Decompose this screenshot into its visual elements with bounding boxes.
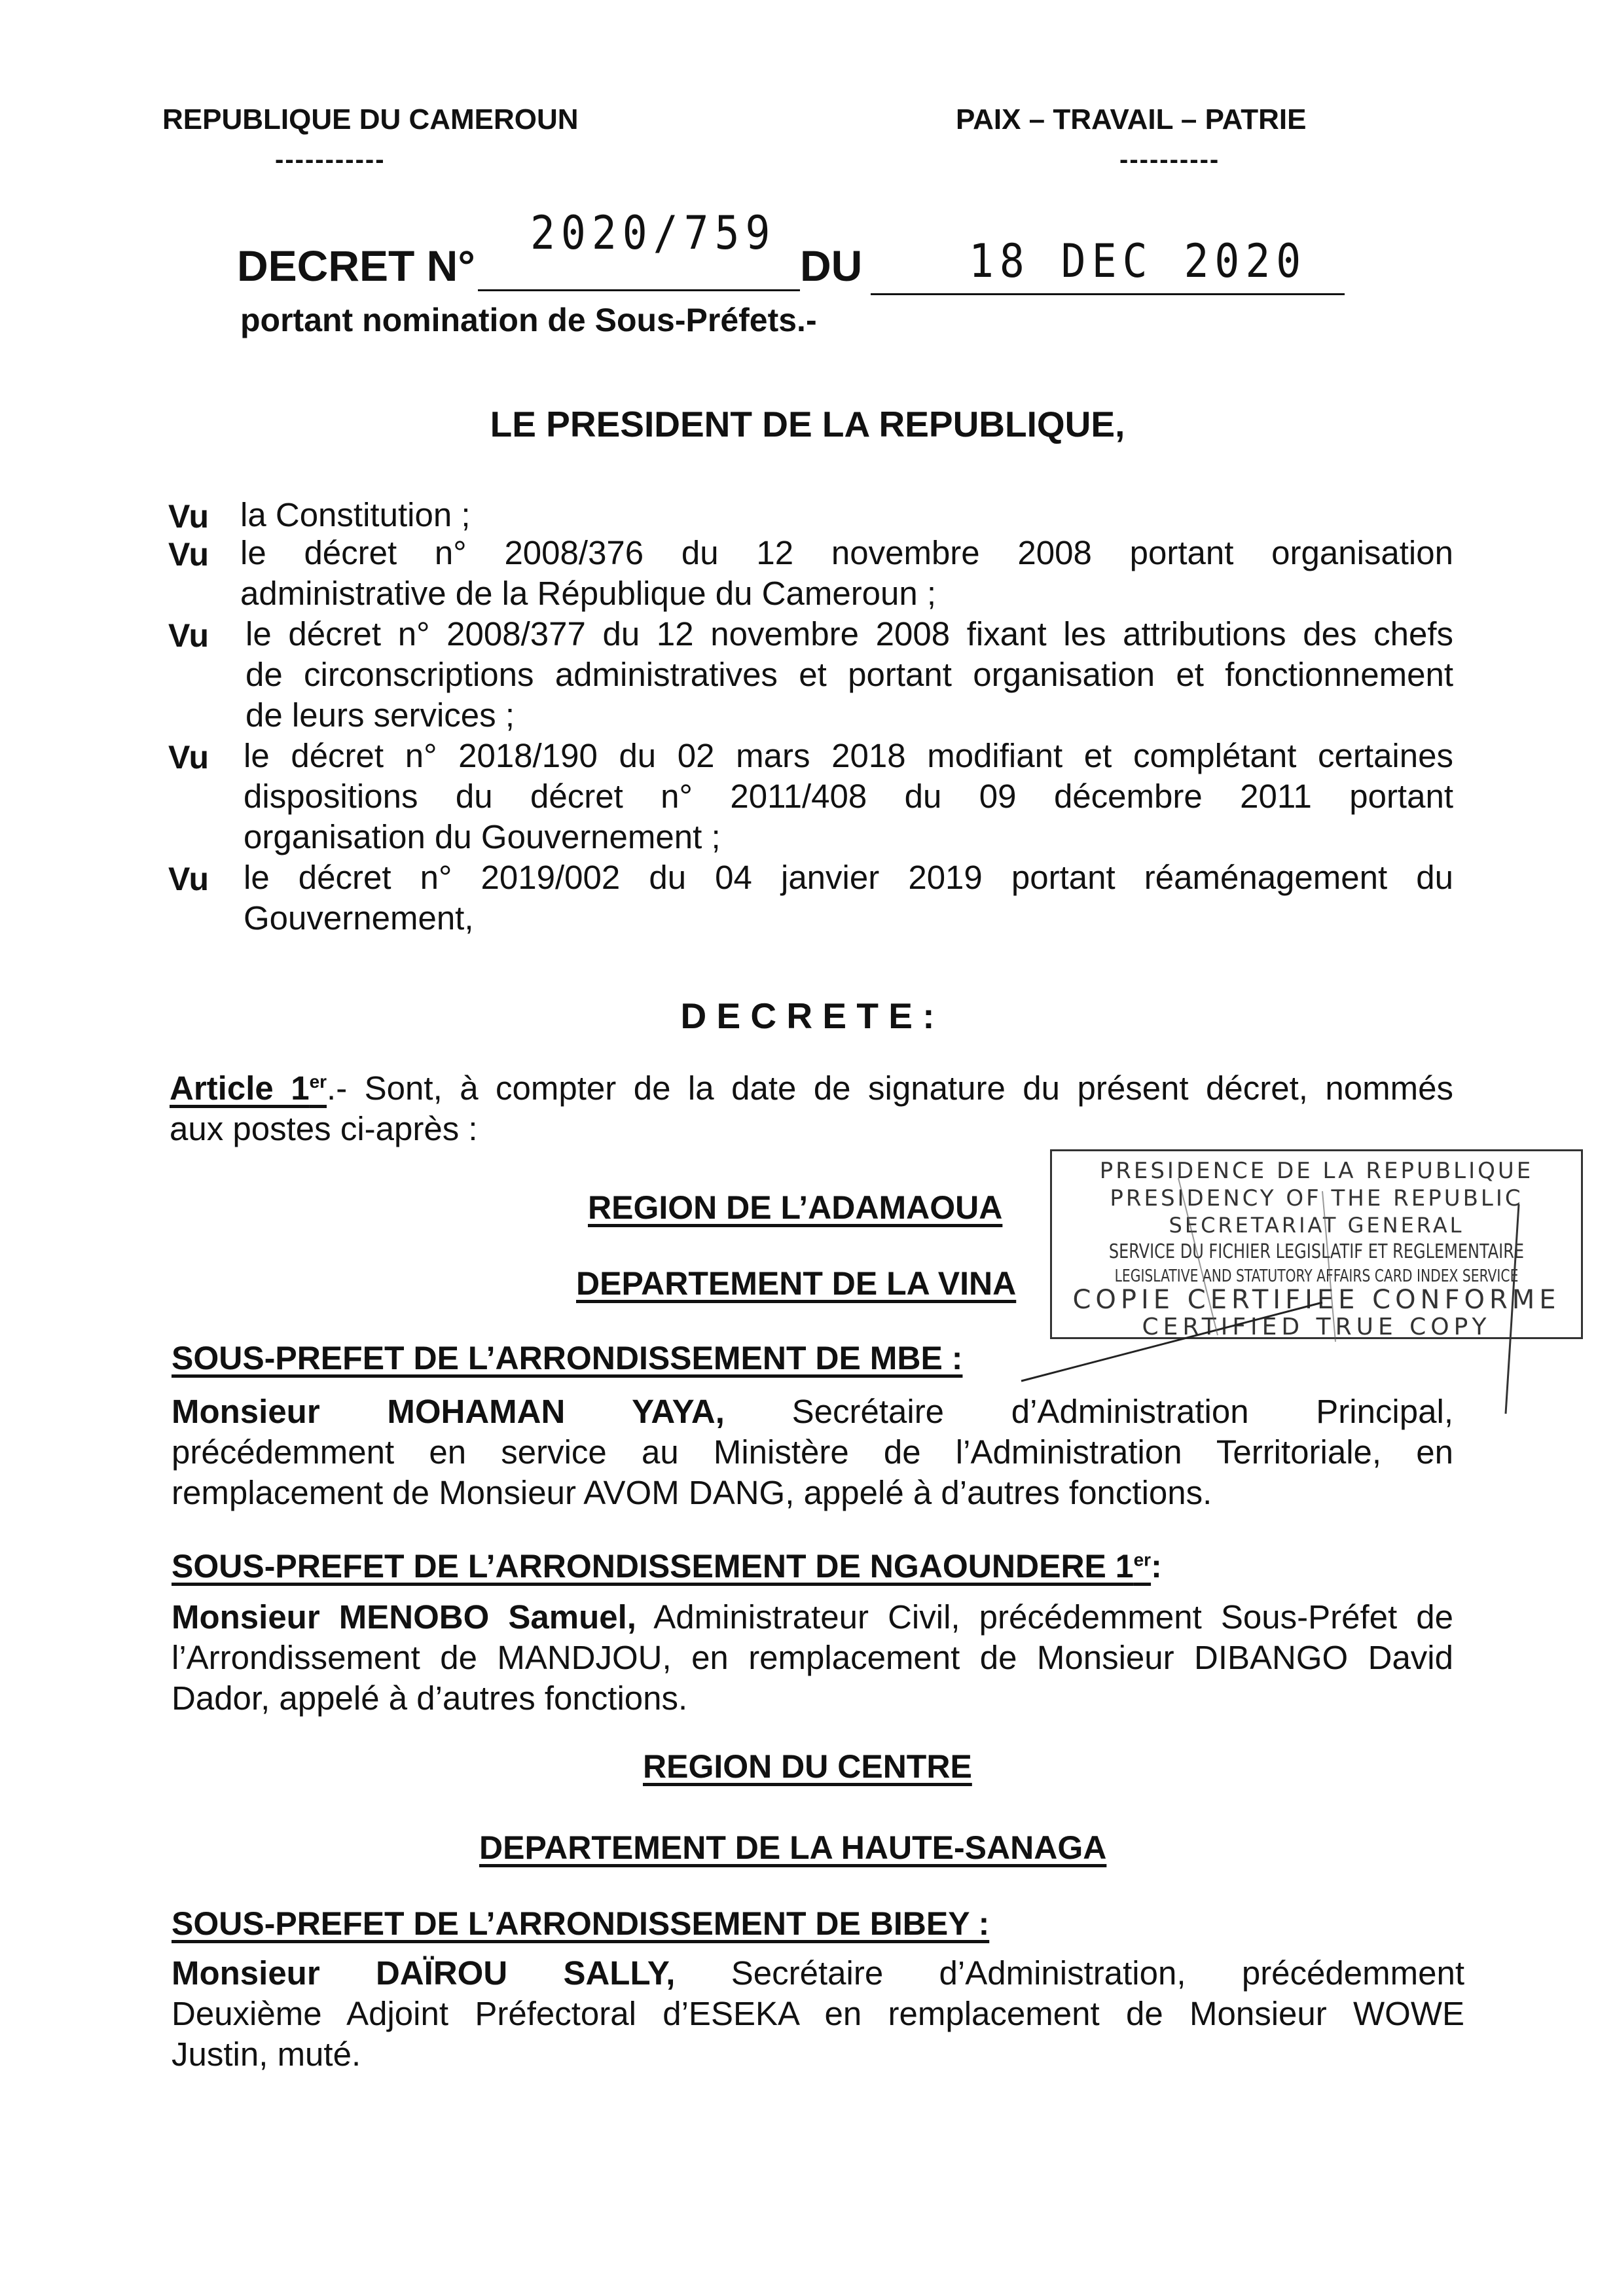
- article-1-line-1: Article 1er.- Sont, à compter de la date de signature du présent décret, nommés: [170, 1069, 1453, 1107]
- vu-label: Vu: [168, 861, 209, 897]
- consideration-1: la Constitution ;: [240, 496, 471, 533]
- vu-label: Vu: [168, 617, 209, 654]
- vu-label: Vu: [168, 739, 209, 776]
- department-vina: DEPARTEMENT DE LA VINA: [576, 1265, 1017, 1302]
- du-label: DU: [800, 242, 863, 290]
- decree-date-line: [871, 293, 1345, 295]
- ngaoundere-appointee-name: Monsieur MENOBO Samuel,: [172, 1598, 636, 1636]
- ngaoundere-line-2: l’Arrondissement de MANDJOU, en remplacement de Monsieur DIBANGO David: [172, 1639, 1453, 1676]
- header-left-separator: -----------: [275, 145, 386, 174]
- decree-date: 18 DEC 2020: [969, 234, 1307, 288]
- stamp-line-3: SECRETARIAT GENERAL: [1169, 1213, 1464, 1238]
- mbe-line-1: Monsieur MOHAMAN YAYA, Secrétaire d’Administration Principal,: [172, 1393, 1453, 1430]
- region-adamaoua: REGION DE L’ADAMAOUA: [588, 1189, 1003, 1226]
- mbe-line-2: précédemment en service au Ministère de l’Administration Territoriale, en: [172, 1433, 1453, 1471]
- bibey-line-3: Justin, muté.: [172, 2036, 361, 2073]
- stamp-line-5: LEGISLATIVE AND STATUTORY AFFAIRS CARD INDEX SERVICE: [1114, 1266, 1519, 1286]
- mbe-heading: SOUS-PREFET DE L’ARRONDISSEMENT DE MBE :: [172, 1340, 963, 1376]
- mbe-line-3: remplacement de Monsieur AVOM DANG, appelé à d’autres fonctions.: [172, 1474, 1212, 1511]
- consideration-4-line-1: le décret n° 2018/190 du 02 mars 2018 modifiant et complétant certaines: [244, 737, 1453, 774]
- stamp-line-4: SERVICE DU FICHIER LEGISLATIF ET REGLEMENTAIRE: [1108, 1240, 1525, 1263]
- stamp-line-7: CERTIFIED TRUE COPY: [1142, 1314, 1491, 1340]
- consideration-3-line-2: de circonscriptions administratives et portant organisation et fonctionnement: [245, 656, 1453, 693]
- bibey-appointee-name: Monsieur DAÏROU SALLY,: [172, 1954, 676, 1992]
- decree-number: 2020/759: [530, 206, 776, 260]
- region-centre: REGION DU CENTRE: [643, 1748, 972, 1785]
- decree-label: DECRET N°: [237, 242, 475, 290]
- consideration-4-line-2: dispositions du décret n° 2011/408 du 09 décembre 2011 portant: [244, 778, 1453, 815]
- consideration-3-line-3: de leurs services ;: [245, 696, 515, 734]
- ngaoundere-heading: SOUS-PREFET DE L’ARRONDISSEMENT DE NGAOUNDERE 1er:: [172, 1548, 1162, 1585]
- vu-label: Vu: [168, 498, 209, 535]
- mbe-appointee-name: Monsieur MOHAMAN YAYA,: [172, 1393, 725, 1430]
- decree-subject: portant nomination de Sous-Préfets.-: [240, 302, 817, 338]
- header-right-separator: ----------: [1119, 145, 1220, 174]
- country-name: REPUBLIQUE DU CAMEROUN: [162, 103, 579, 135]
- department-haute-sanaga: DEPARTEMENT DE LA HAUTE-SANAGA: [479, 1829, 1107, 1866]
- article-1-line-2: aux postes ci-après :: [170, 1110, 478, 1147]
- bibey-line-2: Deuxième Adjoint Préfectoral d’ESEKA en remplacement de Monsieur WOWE: [172, 1995, 1464, 2032]
- consideration-4-line-3: organisation du Gouvernement ;: [244, 818, 721, 855]
- bibey-heading: SOUS-PREFET DE L’ARRONDISSEMENT DE BIBEY :: [172, 1905, 990, 1942]
- consideration-2-line-2: administrative de la République du Cameroun ;: [240, 575, 937, 612]
- article-label: Article 1er: [170, 1069, 327, 1107]
- vu-label: Vu: [168, 536, 209, 573]
- decree-number-line: [478, 289, 800, 291]
- consideration-5-line-1: le décret n° 2019/002 du 04 janvier 2019 portant réaménagement du: [244, 859, 1453, 896]
- ngaoundere-line-3: Dador, appelé à d’autres fonctions.: [172, 1679, 688, 1717]
- consideration-3-line-1: le décret n° 2008/377 du 12 novembre 2008 fixant les attributions des chefs: [245, 615, 1453, 653]
- decrete-heading: D E C R E T E :: [680, 996, 935, 1036]
- ngaoundere-line-1: Monsieur MENOBO Samuel, Administrateur Civil, précédemment Sous-Préfet de: [172, 1598, 1454, 1636]
- national-motto: PAIX – TRAVAIL – PATRIE: [956, 103, 1307, 135]
- consideration-2-line-1: le décret n° 2008/376 du 12 novembre 2008 portant organisation: [240, 534, 1453, 571]
- consideration-5-line-2: Gouvernement,: [244, 899, 474, 937]
- president-heading: LE PRESIDENT DE LA REPUBLIQUE,: [490, 404, 1125, 444]
- stamp-line-6: COPIE CERTIFIEE CONFORME: [1072, 1285, 1561, 1315]
- stamp-line-2: PRESIDENCY OF THE REPUBLIC: [1110, 1185, 1523, 1211]
- stamp-line-1: PRESIDENCE DE LA REPUBLIQUE: [1099, 1158, 1534, 1184]
- bibey-line-1: Monsieur DAÏROU SALLY, Secrétaire d’Administration, précédemment: [172, 1954, 1464, 1992]
